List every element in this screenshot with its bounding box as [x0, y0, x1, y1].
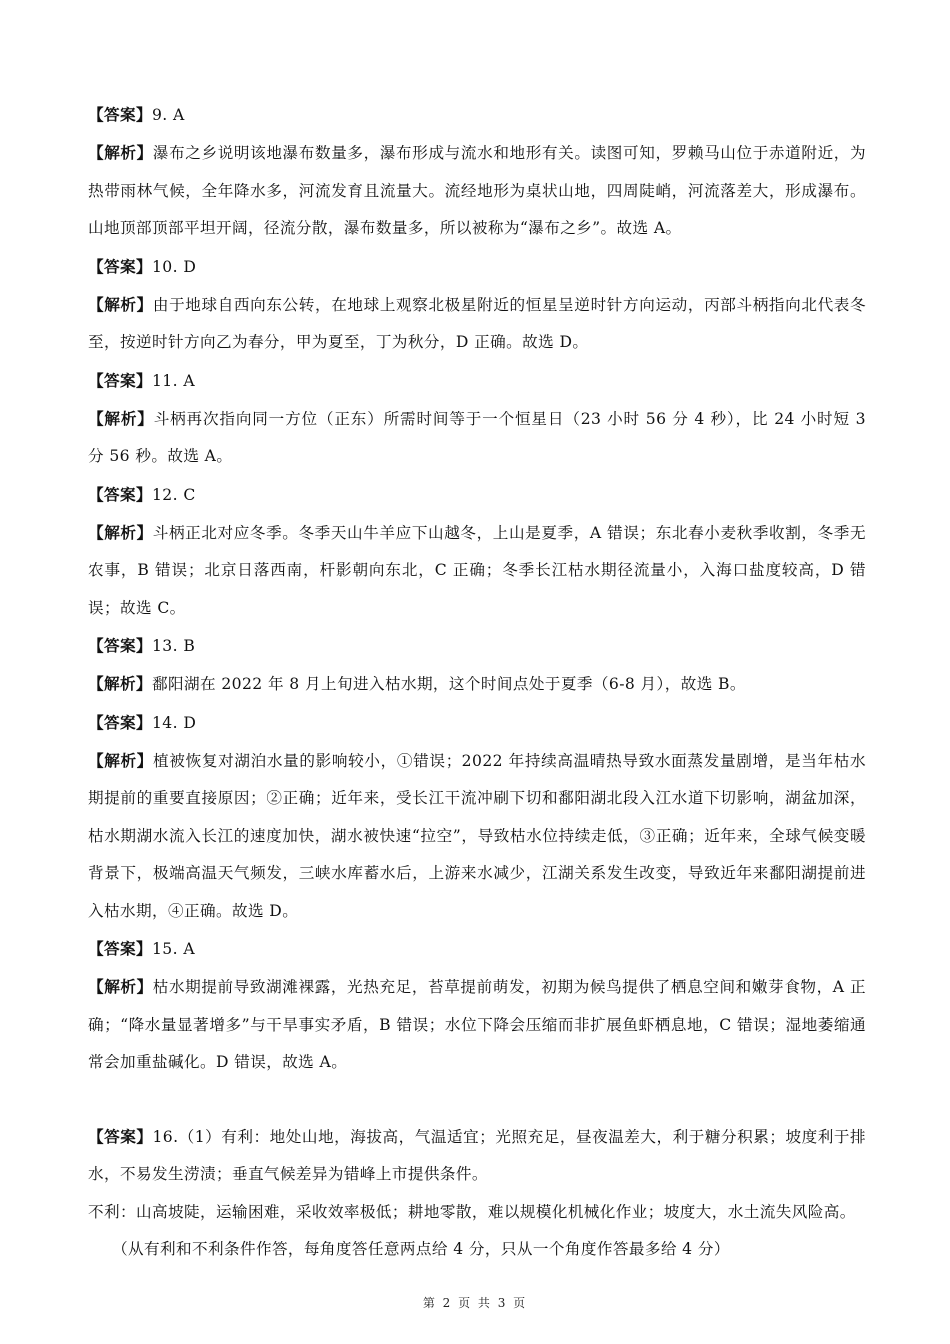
answer-line — [88, 704, 866, 742]
q16-unfavorable-text: 不利：山高坡陡，运输困难，采收效率极低；耕地零散，难以规模化机械化作业；坡度大，水土流失风险高。 — [88, 1202, 856, 1221]
analysis-paragraph — [88, 665, 866, 704]
analysis-label: 【解析】 — [88, 674, 152, 693]
item-11 — [88, 362, 866, 476]
item-13 — [88, 627, 866, 704]
item-9 — [88, 96, 866, 248]
item-10 — [88, 248, 866, 362]
answer-value: 15. A — [151, 940, 196, 958]
answer-line — [88, 476, 866, 514]
answer-label: 【答案】 — [88, 370, 152, 390]
page-footer: 第 2 页 共 3 页 — [422, 1296, 528, 1310]
analysis-text: 鄱阳湖在 2022 年 8 月上旬进入枯水期，这个时间点处于夏季（6-8 月），故选 B。 — [151, 675, 746, 693]
item-16 — [88, 1118, 866, 1268]
analysis-text: 斗柄再次指向同一方位（正东）所需时间等于一个恒星日（23 小时 56 分 4 秒），比 24 小时短 3 分 56 秒。故选 A。 — [88, 409, 866, 465]
q16-scoring-note: （从有利和不利条件作答，每角度答任意两点给 4 分，只从一个角度作答最多给 4 分） — [112, 1239, 730, 1258]
answer-label: 【答案】 — [88, 105, 152, 124]
answer-line — [88, 627, 866, 665]
analysis-text: 植被恢复对湖泊水量的影响较小，①错误；2022 年持续高温晴热导致水面蒸发量剧增，是当年枯水期提前的重要直接原因；②正确；近年来，受长江干流冲刷下切和鄱阳湖北段入江水道下切影响，湖盆加深，枯水期湖水流入长江的速度加快，湖水被快速“拉空”，导致枯水位持续走低，③正确；近年来，全球气候变暖背景下，极端高温天气频发，三峡水库蓄水后，上游来水减少，江湖关系发生改变，导致近年来鄱阳湖提前进入枯水期，④正确。故选 D。 — [88, 751, 867, 920]
answer-label: 【答案】 — [88, 484, 152, 504]
analysis-text: 由于地球自西向东公转，在地球上观察北极星附近的恒星呈逆时针方向运动，丙部斗柄指向北代表冬至，按逆时针方向乙为春分，甲为夏至，丁为秋分，D 正确。故选 D。 — [88, 295, 866, 351]
analysis-paragraph — [88, 742, 866, 931]
answer-line — [88, 362, 866, 400]
answer-label: 【答案】 — [88, 939, 152, 958]
answer-label: 【答案】 — [88, 1126, 153, 1146]
item-14 — [88, 704, 866, 931]
answer-value: 11. A — [151, 371, 196, 390]
analysis-paragraph — [88, 400, 866, 476]
analysis-label: 【解析】 — [88, 522, 153, 542]
analysis-label: 【解析】 — [88, 408, 154, 428]
analysis-paragraph — [88, 514, 866, 628]
analysis-paragraph — [88, 286, 866, 362]
answer-line — [88, 96, 866, 134]
answer-value: 14. D — [151, 713, 197, 732]
answer-value: 10. D — [151, 257, 197, 276]
answer-label: 【答案】 — [88, 256, 152, 276]
analysis-paragraph — [88, 968, 866, 1082]
spacer — [88, 1082, 866, 1118]
q16-favorable-text: 16.（1）有利：地处山地，海拔高，气温适宜；光照充足，昼夜温差大，利于糖分积累；坡度利于排水，不易发生涝渍；垂直气候差异为错峰上市提供条件。 — [88, 1127, 866, 1183]
item-15 — [88, 930, 866, 1082]
answer-label: 【答案】 — [88, 636, 152, 655]
analysis-label: 【解析】 — [88, 294, 153, 314]
answer-content — [88, 96, 866, 1268]
analysis-paragraph — [88, 134, 866, 248]
answer-line — [88, 930, 866, 968]
answer-value: 12. C — [151, 485, 196, 504]
analysis-label: 【解析】 — [88, 977, 153, 996]
q16-answer-paragraph — [88, 1118, 866, 1194]
analysis-text: 枯水期提前导致湖滩裸露，光热充足，苔草提前萌发，初期为候鸟提供了栖息空间和嫩芽食物，A 正确；“降水量显著增多”与干旱事实矛盾，B 错误；水位下降会压缩而非扩展鱼虾栖息地，C 错误；湿地萎缩通常会加重盐碱化。D 错误，故选 A。 — [88, 978, 866, 1071]
answer-line — [88, 248, 866, 286]
answer-value: 13. B — [151, 637, 196, 655]
answer-label: 【答案】 — [88, 712, 152, 732]
analysis-label: 【解析】 — [88, 143, 153, 162]
analysis-text: 瀑布之乡说明该地瀑布数量多，瀑布形成与流水和地形有关。读图可知，罗赖马山位于赤道附近，为热带雨林气候，全年降水多，河流发育且流量大。流经地形为桌状山地，四周陡峭，河流落差大，形成瀑布。山地顶部顶部平坦开阔，径流分散，瀑布数量多，所以被称为“瀑布之乡”。故选 A。 — [88, 144, 866, 237]
analysis-label: 【解析】 — [88, 750, 154, 770]
analysis-text: 斗柄正北对应冬季。冬季天山牛羊应下山越冬，上山是夏季，A 错误；东北春小麦秋季收割，冬季无农事，B 错误；北京日落西南，杆影朝向东北，C 正确；冬季长江枯水期径流量小，入海口盐度较高，D 错误；故选 C。 — [88, 523, 866, 617]
answer-value: 9. A — [151, 106, 185, 124]
item-12 — [88, 476, 866, 628]
